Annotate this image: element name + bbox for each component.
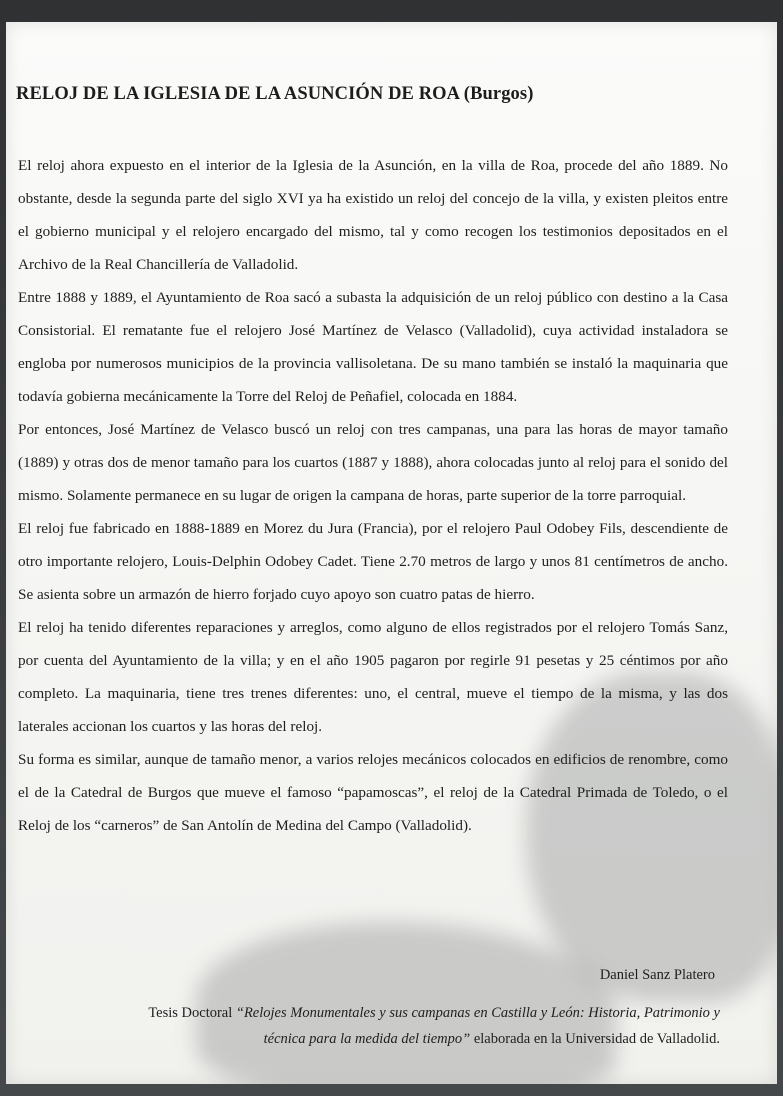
paragraph: El reloj ahora expuesto en el interior de la Iglesia de la Asunción, en la villa de Roa, procede del año 1889. No obstante, desde la segunda parte del siglo XVI ya ha existido un reloj del concejo de la villa, y existen pleitos entre el gobierno municipal y el relojero encargado del mismo, tal y como recogen los testimonios depositados en el Archivo de la Real Chancillería de Valladolid. xyxy=(18,157,728,273)
document-title: RELOJ DE LA IGLESIA DE LA ASUNCIÓN DE ROA (Burgos) xyxy=(16,84,534,104)
document-sheet xyxy=(6,22,777,1084)
paragraph: Por entonces, José Martínez de Velasco buscó un reloj con tres campanas, una para las horas de mayor tamaño (1889) y otras dos de menor tamaño para los cuartos (1887 y 1888), ahora colocadas junto al reloj para el sonido del mismo. Solamente permanece en su lugar de origen la campana de horas, parte superior de la torre parroquial. xyxy=(18,421,728,504)
paragraph: Su forma es similar, aunque de tamaño menor, a varios relojes mecánicos colocados en edificios de renombre, como el de la Catedral de Burgos que mueve el famoso “papamoscas”, el reloj de la Catedral Primada de Toledo, o el Reloj de los “carneros” de San Antolín de Medina del Campo (Valladolid). xyxy=(18,751,728,834)
paragraph: El reloj ha tenido diferentes reparaciones y arreglos, como alguno de ellos registrados por el relojero Tomás Sanz, por cuenta del Ayuntamiento de la villa; y en el año 1905 pagaron por regirle 91 pesetas y 25 céntimos por año completo. La maquinaria, tiene tres trenes diferentes: uno, el central, mueve el tiempo de la misma, y las dos laterales accionan los cuartos y las horas del reloj. xyxy=(18,619,728,735)
thesis-title-part-1: “Relojes Monumentales y sus campanas en Castilla y León: Historia, Patrimonio y xyxy=(235,1005,720,1021)
thesis-reference xyxy=(40,1000,720,1052)
paragraph: Entre 1888 y 1889, el Ayuntamiento de Roa sacó a subasta la adquisición de un reloj público con destino a la Casa Consistorial. El rematante fue el relojero José Martínez de Velasco (Valladolid), cuya actividad instaladora se engloba por numerosos municipios de la provincia vallisoletana. De su mano también se instaló la maquinaria que todavía gobierna mecánicamente la Torre del Reloj de Peñafiel, colocada en 1884. xyxy=(18,289,728,405)
thesis-line-1 xyxy=(40,1000,720,1026)
author-name: Daniel Sanz Platero xyxy=(599,967,715,983)
thesis-suffix: elaborada en la Universidad de Valladolid. xyxy=(470,1031,720,1047)
document-body xyxy=(18,149,728,842)
thesis-prefix: Tesis Doctoral xyxy=(148,1005,236,1021)
thesis-line-2 xyxy=(40,1026,720,1052)
paragraph: El reloj fue fabricado en 1888-1889 en Morez du Jura (Francia), por el relojero Paul Odobey Fils, descendiente de otro importante relojero, Louis-Delphin Odobey Cadet. Tiene 2.70 metros de largo y unos 81 centímetros de ancho. Se asienta sobre un armazón de hierro forjado cuyo apoyo son cuatro patas de hierro. xyxy=(18,520,728,603)
thesis-title-part-2: técnica para la medida del tiempo” xyxy=(263,1031,471,1047)
